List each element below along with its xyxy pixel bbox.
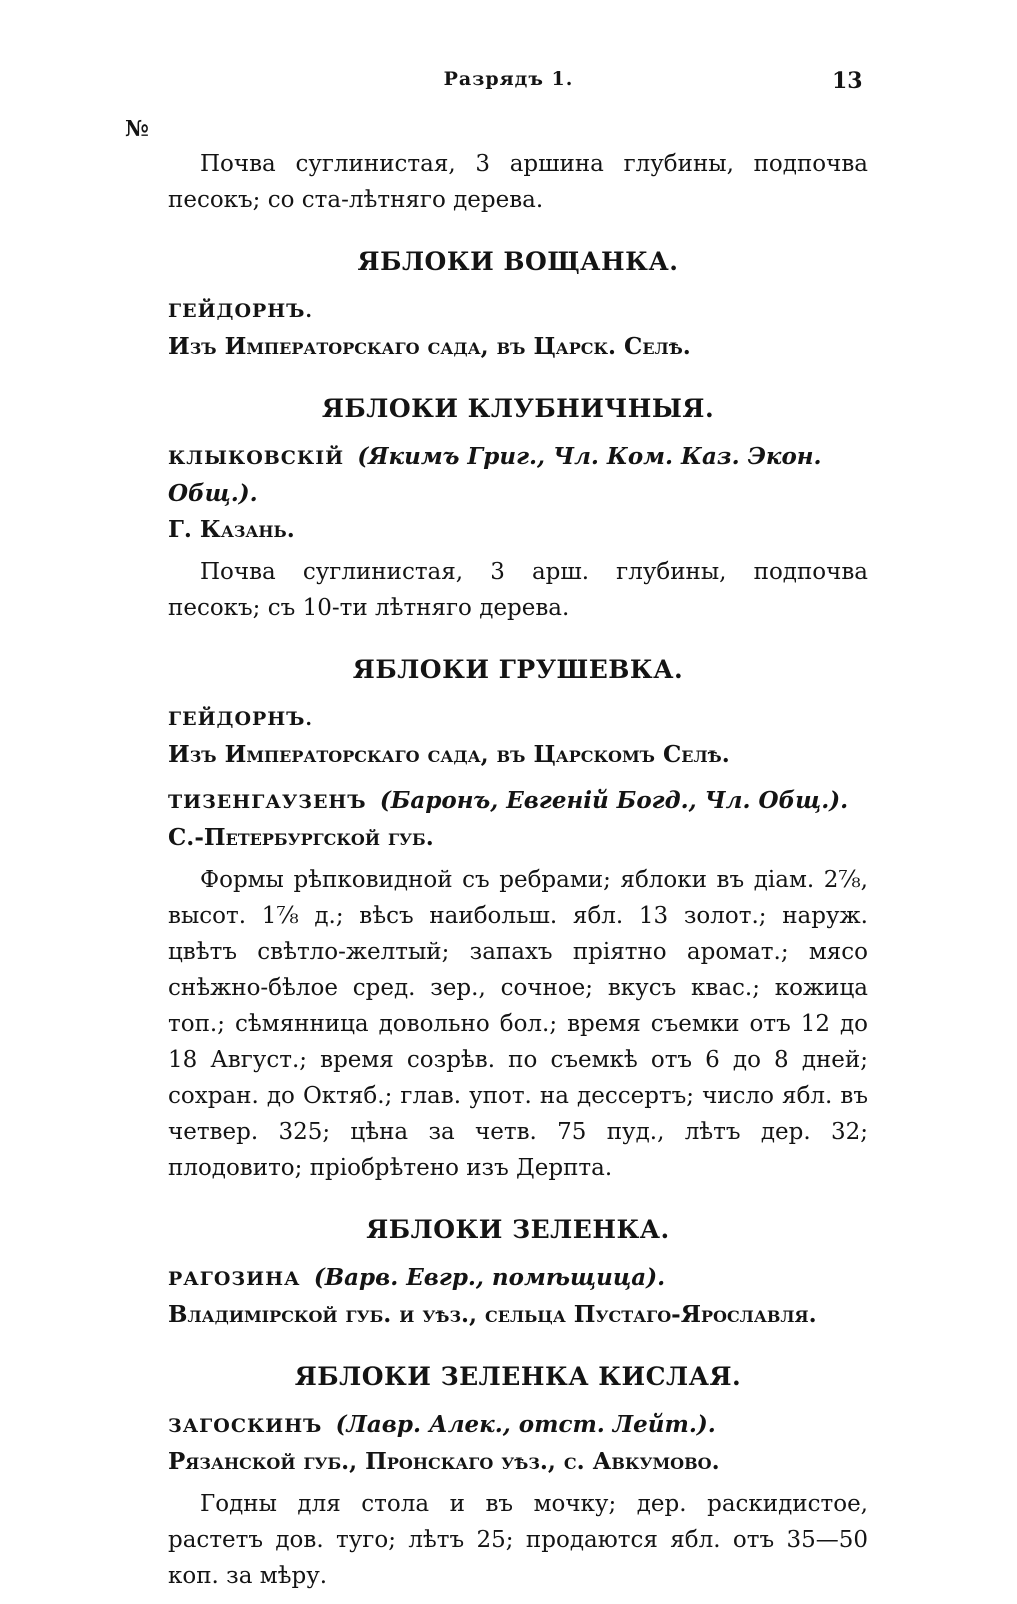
contributor-note: (Лавр. Алек., отст. Лейт.). <box>335 1411 716 1438</box>
running-title: Разрядъ 1. <box>443 68 574 90</box>
intro-paragraph: Почва суглинистая, 3 аршина глубины, подпочва песокъ; со ста-лѣтняго дерева. <box>168 151 868 213</box>
contributor-name: ГЕЙДОРНЪ. <box>168 300 314 322</box>
section-zelenka-kislaya <box>168 1359 868 1594</box>
origin: Изъ Императорскаго сада, въ Царск. Селѣ. <box>168 333 691 360</box>
contributor-name: ГЕЙДОРНЪ. <box>168 708 314 730</box>
contributor <box>168 1260 868 1297</box>
contributor-note: (Варв. Евгр., помѣщица). <box>313 1264 666 1291</box>
entry <box>168 700 868 773</box>
section-voshchanka <box>168 244 868 365</box>
origin: Владимірской губ. и уѣз., сельца Пустаго-Ярославля. <box>168 1301 817 1328</box>
origin: Изъ Императорскаго сада, въ Царскомъ Селѣ. <box>168 741 730 768</box>
running-head <box>0 68 1017 98</box>
section-title: ЯБЛОКИ ЗЕЛЕНКА. <box>366 1215 670 1244</box>
page-number: 13 <box>832 68 863 94</box>
section-title: ЯБЛОКИ ЗЕЛЕНКА КИСЛАЯ. <box>294 1362 742 1391</box>
contributor-name: КЛЫКОВСКІЙ <box>168 447 345 469</box>
entry <box>168 783 868 1186</box>
contributor-name: РАГОЗИНА <box>168 1268 301 1290</box>
entry-description: Формы рѣпковидной съ ребрами; яблоки въ діам. 2⅞, высот. 1⅞ д.; вѣсъ наибольш. ябл. 13 золот.; наруж. цвѣтъ свѣтло-желтый; запахъ пріятно аромат.; мясо снѣжно-бѣлое сред. зер., сочное; вкусъ квас.; кожица топ.; сѣмянница довольно бол.; время съемки отъ 12 до 18 Август.; время созрѣв. по съемкѣ отъ 6 до 8 дней; сохран. до Октяб.; глав. упот. на дессертъ; число ябл. въ четвер. 325; цѣна за четв. 75 пуд., лѣтъ дер. 32; плодовито; пріобрѣтено изъ Дерпта. <box>168 867 868 1181</box>
section-zelenka <box>168 1212 868 1333</box>
entry <box>168 1260 868 1333</box>
page-body <box>168 146 868 1604</box>
entry-description: Годны для стола и въ мочку; дер. раскидистое, растетъ дов. туго; лѣтъ 25; продаются ябл. отъ 35—50 коп. за мѣру. <box>168 1491 868 1589</box>
contributor <box>168 700 868 737</box>
contributor <box>168 783 868 820</box>
section-title: ЯБЛОКИ ВОЩАНКА. <box>357 247 679 276</box>
contributor <box>168 1407 868 1444</box>
entry-description: Почва суглинистая, 3 арш. глубины, подпочва песокъ; съ 10-ти лѣтняго дерева. <box>168 559 868 621</box>
origin: Рязанской губ., Пронскаго уѣз., с. Авкумово. <box>168 1448 720 1475</box>
contributor-name: ЗАГОСКИНЪ <box>168 1415 323 1437</box>
number-sign: № <box>125 116 149 142</box>
contributor <box>168 292 868 329</box>
entry <box>168 292 868 365</box>
origin: С.-Петербургской губ. <box>168 824 434 851</box>
entry <box>168 1407 868 1594</box>
origin: Г. Казань. <box>168 516 295 543</box>
contributor-note: (Баронъ, Евгеній Богд., Чл. Общ.). <box>379 787 849 814</box>
section-grushevka <box>168 652 868 1186</box>
contributor-note: (Якимъ Григ., Чл. Ком. Каз. Экон. Общ.). <box>168 443 822 507</box>
entry <box>168 439 868 626</box>
contributor-name: ТИЗЕНГАУЗЕНЪ <box>168 791 367 813</box>
contributor <box>168 439 868 512</box>
section-klubnichnyya <box>168 391 868 626</box>
section-title: ЯБЛОКИ КЛУБНИЧНЫЯ. <box>321 394 715 423</box>
section-title: ЯБЛОКИ ГРУШЕВКА. <box>352 655 684 684</box>
